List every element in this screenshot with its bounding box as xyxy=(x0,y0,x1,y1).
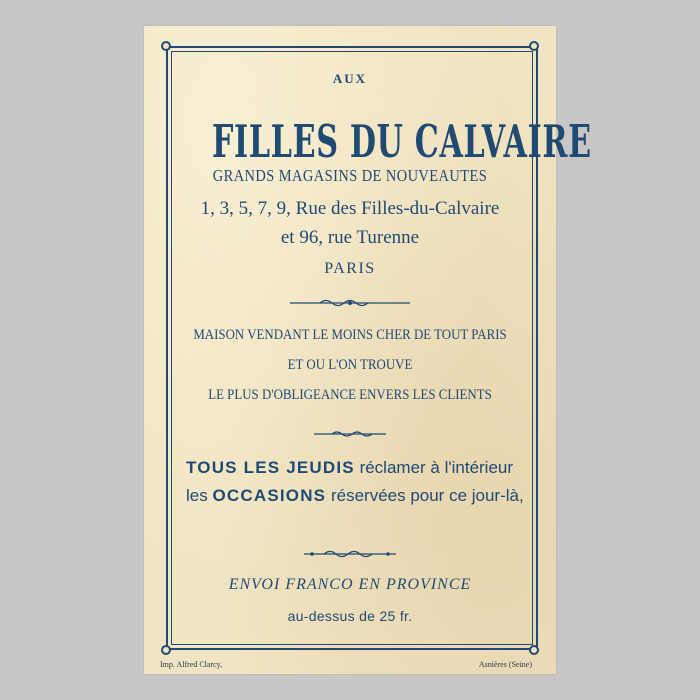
corner-ornament-icon xyxy=(529,645,539,655)
aux-label: AUX xyxy=(332,71,368,86)
slogan-line-3: LE PLUS D'OBLIGEANCE ENVERS LES CLIENTS xyxy=(208,387,492,403)
address-line-2: et 96, rue Turenne xyxy=(280,227,420,248)
divider-ornament-icon xyxy=(144,297,556,309)
thursday-notice xyxy=(186,454,526,510)
shipping-line-1: ENVOI FRANCO EN PROVINCE xyxy=(228,576,472,593)
address-city: PARIS xyxy=(324,260,376,277)
store-title: FILLES DU CALVAIRE xyxy=(211,115,592,168)
slogan-line-1: MAISON VENDANT LE MOINS CHER DE TOUT PARIS xyxy=(193,327,507,343)
trade-card xyxy=(144,26,592,674)
corner-ornament-icon xyxy=(161,41,171,51)
notice-bold-occasions: OCCASIONS xyxy=(212,486,327,505)
notice-text-1: réclamer à l'intérieur les xyxy=(186,458,514,505)
divider-ornament-icon xyxy=(144,548,556,560)
shipping-line-2: au-dessus de 25 fr. xyxy=(287,608,413,624)
notice-text-2: réservées pour ce jour-là, xyxy=(326,486,524,505)
printer-credit: Imp. Alfred Clarcy, xyxy=(160,660,223,669)
corner-ornament-icon xyxy=(529,41,539,51)
divider-ornament-icon xyxy=(144,428,556,440)
notice-bold-days: TOUS LES JEUDIS xyxy=(186,458,355,477)
printer-location: Asnières (Seine) xyxy=(478,660,532,669)
address-line-1: 1, 3, 5, 7, 9, Rue des Filles-du-Calvaire xyxy=(200,198,500,219)
corner-ornament-icon xyxy=(161,645,171,655)
store-subtitle: GRANDS MAGASINS DE NOUVEAUTES xyxy=(212,166,488,185)
slogan-line-2: ET OU L'ON TROUVE xyxy=(287,357,413,373)
